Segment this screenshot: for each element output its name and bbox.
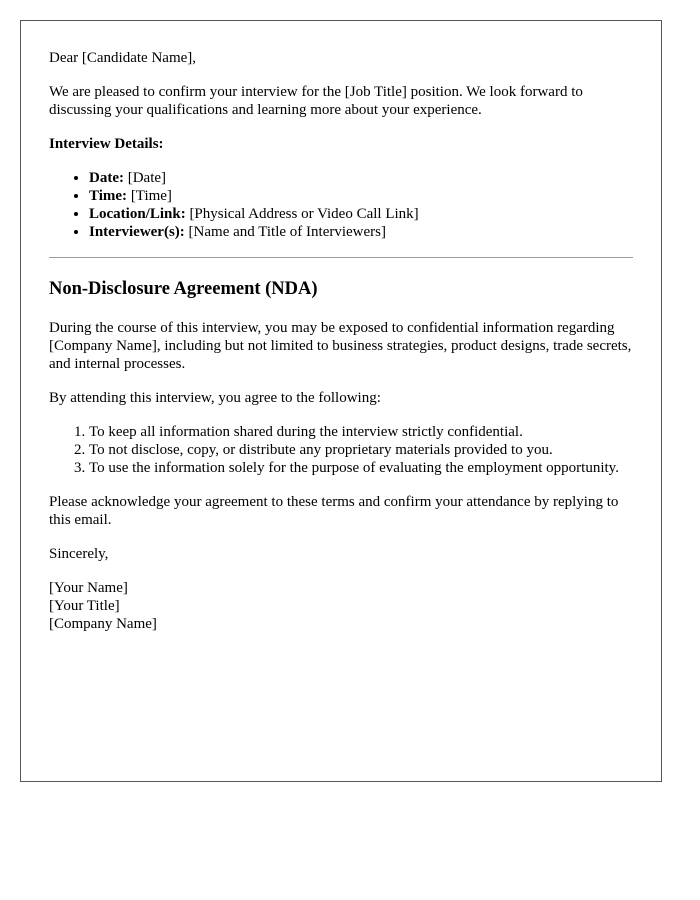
signature-block [49,579,633,633]
nda-intro-paragraph: During the course of this interview, you may be exposed to confidential information regarding [Company Name], including but not limited to business strategies, product designs, trade secrets, and internal processes. [49,320,632,372]
section-divider [49,257,633,258]
detail-item-location [89,205,633,223]
interview-details-list [49,169,633,241]
detail-term: Time: [89,188,128,204]
detail-value: [Date] [123,170,167,186]
nda-term-item: 2. To not disclose, copy, or distribute any proprietary materials provided to you. [89,441,633,459]
nda-heading: Non-Disclosure Agreement (NDA) [49,279,318,299]
interview-details-heading: Interview Details: [49,136,164,152]
detail-term: Location/Link: [89,206,186,222]
intro-paragraph: We are pleased to confirm your interview for the [Job Title] position. We look forward to discussing your qualifications and learning more about your experience. [49,84,583,118]
signature-company: [Company Name] [49,616,157,632]
letter-container [20,20,662,782]
signature-title: [Your Title] [49,598,120,614]
greeting: Dear [Candidate Name], [49,50,197,66]
detail-item-time [89,187,633,205]
signature-name: [Your Name] [49,580,128,596]
detail-term: Interviewer(s): [89,224,185,240]
closing: Sincerely, [49,546,109,562]
nda-term-item: 1. To keep all information shared during the interview strictly confidential. [89,423,633,441]
detail-value: [Physical Address or Video Call Link] [185,206,419,222]
detail-item-interviewers [89,223,633,241]
acknowledge-paragraph: Please acknowledge your agreement to these terms and confirm your attendance by replying to this email. [49,494,619,528]
nda-terms-list [49,423,633,477]
agree-intro-paragraph: By attending this interview, you agree to the following: [49,390,381,406]
nda-term-item: 3. To use the information solely for the purpose of evaluating the employment opportunity. [89,459,633,477]
detail-item-date [89,169,633,187]
detail-term: Date: [89,170,124,186]
detail-value: [Time] [127,188,172,204]
detail-value: [Name and Title of Interviewers] [184,224,386,240]
